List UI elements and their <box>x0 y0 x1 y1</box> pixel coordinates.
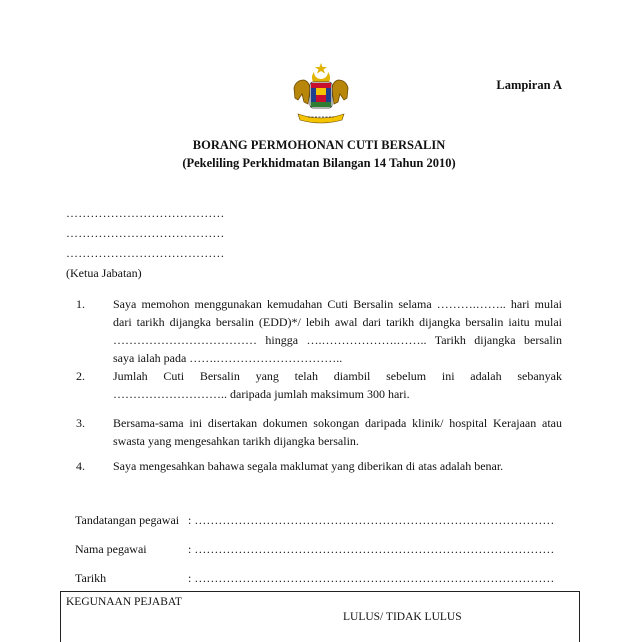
item-1-text <box>113 295 562 367</box>
item-3-text <box>113 414 562 450</box>
item-2-text <box>113 367 562 403</box>
nama-field[interactable]: : ……………………………………………………………………………… <box>188 542 555 556</box>
item-1-line-4: saya ialah pada …….………………………….. <box>113 351 343 365</box>
form-subtitle: (Pekeliling Perkhidmatan Bilangan 14 Tahun 2010) <box>182 156 456 170</box>
office-use-label: KEGUNAAN PEJABAT <box>66 596 182 608</box>
item-2-line-2: ……………………….. daripada jumlah maksimum 300 hari. <box>113 387 410 401</box>
item-3-number: 3. <box>76 416 85 430</box>
approval-status: LULUS/ TIDAK LULUS <box>343 611 462 623</box>
item-1-number: 1. <box>76 297 85 311</box>
item-1-line-2: dari tarikh dijangka bersalin (EDD)*/ lebih awal dari tarikh dijangka bersalin iaitu mulai <box>113 315 562 329</box>
lampiran-label: Lampiran A <box>496 78 562 92</box>
address-line-2: ………………………………… <box>66 226 225 240</box>
tandatangan-label: Tandatangan pegawai <box>75 513 180 527</box>
form-title: BORANG PERMOHONAN CUTI BERSALIN <box>192 138 446 152</box>
recipient-label: (Ketua Jabatan) <box>66 266 142 280</box>
nama-label: Nama pegawai <box>75 542 147 556</box>
tarikh-field[interactable]: : ……………………………………………………………………………… <box>188 571 555 585</box>
item-4-line-1: Saya mengesahkan bahawa segala maklumat yang diberikan di atas adalah benar. <box>113 459 504 473</box>
item-2-line-1: Jumlah Cuti Bersalin yang telah diambil sebelum ini adalah sebanyak <box>113 369 562 383</box>
item-4-number: 4. <box>76 459 85 473</box>
item-3-line-1: Bersama-sama ini disertakan dokumen sokongan daripada klinik/ hospital Kerajaan atau <box>113 416 562 430</box>
address-line-3: ………………………………… <box>66 246 225 260</box>
item-3-line-2: swasta yang mengesahkan tarikh dijangka bersalin. <box>113 434 359 448</box>
tarikh-label: Tarikh <box>75 571 107 585</box>
item-1-line-1: Saya memohon menggunakan kemudahan Cuti Bersalin selama ……….…….. hari mulai <box>113 297 562 311</box>
item-2-number: 2. <box>76 369 85 383</box>
tandatangan-field[interactable]: : ……………………………………………………………………………… <box>188 513 555 527</box>
item-4-text <box>113 457 562 475</box>
malaysia-coat-of-arms-icon <box>290 62 352 126</box>
item-1-line-3: ……………………………… hingga ….……………….…….. Tarikh dijangka bersalin <box>113 333 562 347</box>
address-line-1: ………………………………… <box>66 206 225 220</box>
